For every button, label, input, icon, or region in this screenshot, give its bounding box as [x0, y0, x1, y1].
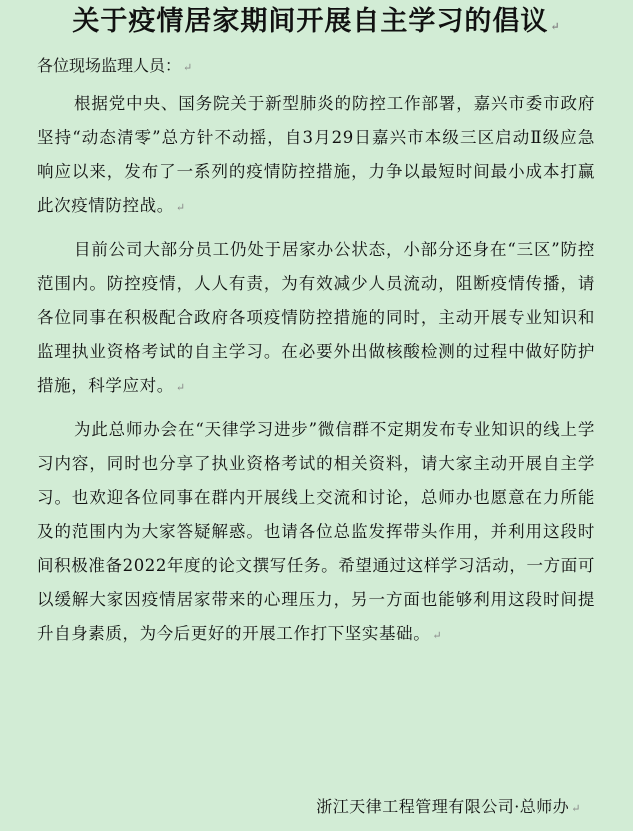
paragraph-mark: ↵	[550, 20, 561, 33]
paragraph-mark: ↵	[571, 802, 581, 815]
paragraph-text: 目前公司大部分员工仍处于居家办公状态，小部分还身在“三区”防控范围内。防控疫情，人人有责，为有效减少人员流动，阻断疫情传播，请各位同事在积极配合政府各项疫情防控措施的同时，主动开展专业知识和监理执业资格考试的自主学习。在必要外出做核酸检测的过程中做好防护措施，科学应对。	[37, 240, 595, 395]
body-paragraph-3	[0, 413, 633, 653]
paragraph-mark: ↵	[183, 61, 193, 74]
paragraph-mark: ↵	[432, 629, 443, 642]
body-paragraph-2	[0, 233, 633, 405]
signature-text: 浙江天律工程管理有限公司·总师办	[316, 797, 570, 816]
paragraph-text: 根据党中央、国务院关于新型肺炎的防控工作部署，嘉兴市委市政府坚持“动态清零”总方针不动摇，自3月29日嘉兴市本级三区启动Ⅱ级应急响应以来，发布了一系列的疫情防控措施，力争以最短时间最小成本打赢此次疫情防控战。	[37, 94, 595, 215]
salutation-text: 各位现场监理人员：	[37, 56, 182, 75]
salutation	[37, 55, 633, 79]
document-title	[0, 0, 633, 45]
body-paragraph-1	[0, 87, 633, 225]
title-text: 关于疫情居家期间开展自主学习的倡议	[72, 6, 549, 37]
paragraph-mark: ↵	[175, 381, 186, 394]
paragraph-mark: ↵	[175, 201, 186, 214]
signature	[316, 796, 581, 820]
paragraph-text: 为此总师办会在“天律学习进步”微信群不定期发布专业知识的线上学习内容，同时也分享了执业资格考试的相关资料，请大家主动开展自主学习。也欢迎各位同事在群内开展线上交流和讨论，总师办也愿意在力所能及的范围内为大家答疑解惑。也请各位总监发挥带头作用，并利用这段时间积极准备2022年度的论文撰写任务。希望通过这样学习活动，一方面可以缓解大家因疫情居家带来的心理压力，另一方面也能够利用这段时间提升自身素质，为今后更好的开展工作打下坚实基础。	[37, 420, 595, 643]
